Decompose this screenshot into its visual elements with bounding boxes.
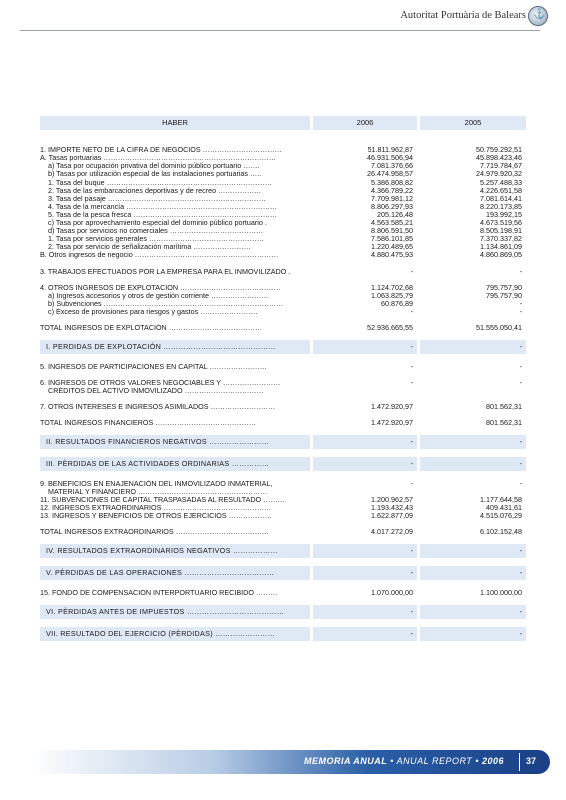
table-spacer <box>40 316 526 324</box>
table-body <box>40 130 526 641</box>
result-row <box>40 544 526 558</box>
value-2005: 7.719.784,67 <box>480 161 522 171</box>
row-label: VII. RESULTADO DEL EJERCICIO (PÈRDIDAS) …………………… <box>40 627 310 641</box>
table-row <box>40 528 526 536</box>
value-2005: 409.431,61 <box>486 502 522 512</box>
table-spacer <box>40 260 526 268</box>
row-label: 13. INGRESOS Y BENEFICIOS DE OTROS EJERCICIOS ……………… <box>40 511 272 520</box>
value-2005: 1.100.000,00 <box>480 587 522 597</box>
row-label: 5. INGRESOS DE PARTICIPACIONES EN CAPITAL …………………… <box>40 362 267 371</box>
value-2006: 1.472.920,97 <box>371 402 413 411</box>
income-table <box>40 116 526 641</box>
table-row <box>40 235 526 243</box>
row-label: 9. BENEFICIOS EN ENAJENACIÓN DEL INMOVILIZADO INMATERIAL, <box>40 479 273 488</box>
port-authority-logo-icon: ⚓ <box>528 6 548 26</box>
value-2005: 1.177.644,58 <box>480 494 522 504</box>
table-row <box>40 403 526 411</box>
table-spacer <box>40 558 526 566</box>
value-2006: 60.876,89 <box>381 298 413 308</box>
value-2006: - <box>410 478 413 488</box>
value-2006: - <box>313 435 417 449</box>
table-spacer <box>40 371 526 379</box>
value-2005: 8.505.198,91 <box>480 226 522 236</box>
table-spacer <box>40 130 526 138</box>
value-2005: - <box>519 298 522 308</box>
value-2005: 8.220.173,85 <box>480 201 522 211</box>
value-2005: 795.757,90 <box>486 290 522 300</box>
row-label: 1. Tasa del buque …………………………………………………………… <box>48 178 272 187</box>
table-row <box>40 324 526 332</box>
value-2006: 1.124.702,68 <box>371 282 413 292</box>
value-2006: 4.563.585,21 <box>371 218 413 228</box>
value-2006: - <box>313 627 417 641</box>
table-row <box>40 589 526 597</box>
table-header <box>40 116 526 130</box>
row-label: 4. Tasa de la mercancía ……………………………………………………… <box>48 202 278 211</box>
footer-title <box>304 756 504 766</box>
table-spacer <box>40 354 526 362</box>
table-row <box>40 363 526 371</box>
value-2006: 1.220.489,65 <box>371 242 413 252</box>
row-label: 3. TRABAJOS EFECTUADOS POR LA EMPRESA PARA EL INMOVILIZADO . <box>40 267 291 276</box>
table-row <box>40 292 526 300</box>
value-2005: 193.992,15 <box>486 209 522 219</box>
table-row <box>40 308 526 316</box>
table-spacer <box>40 395 526 403</box>
row-label: 2. Tasa de las embarcaciones deportivas y de recreo ……………… <box>48 186 262 195</box>
row-label: CRÉDITOS DEL ACTIVO INMOVILIZADO …………………………… <box>48 386 264 395</box>
value-2006: 26.474.958,57 <box>367 169 413 179</box>
table-row <box>40 146 526 154</box>
row-label: a) Ingresos accesorios y otros de gestión corriente …………………… <box>48 291 269 300</box>
footer-subtitle: ANUAL REPORT <box>396 756 473 766</box>
value-2006: 4.017.272,09 <box>371 527 413 537</box>
row-label: TOTAL INGRESOS EXTRAORDINARIOS ………………………………… <box>40 528 270 537</box>
value-2006: - <box>313 544 417 558</box>
row-label: 15. FONDO DE COMPENSACIÓN INTERPORTUARIO RECIBIDO ……… <box>40 588 278 597</box>
row-label: 1. IMPORTE NETO DE LA CIFRA DE NEGOCIOS …………………………… <box>40 146 282 155</box>
value-2005: 50.759.292,51 <box>476 145 522 155</box>
value-2005: 1.134.861,09 <box>480 242 522 252</box>
value-2006: 7.586.101,85 <box>371 234 413 244</box>
table-row <box>40 504 526 512</box>
table-spacer <box>40 276 526 284</box>
value-2005: 795.757,90 <box>486 282 522 292</box>
column-header-2005: 2005 <box>420 116 526 130</box>
value-2006: 5.386.808,82 <box>371 177 413 187</box>
value-2005: - <box>519 307 522 317</box>
table-row <box>40 243 526 251</box>
row-label: A. Tasas portuarias ……………………………………………………………… <box>40 154 276 163</box>
table-row <box>40 227 526 235</box>
value-2006: 1.472.920,97 <box>371 418 413 428</box>
value-2005: - <box>420 457 526 471</box>
value-2006: 7.081.376,66 <box>371 161 413 171</box>
result-row <box>40 340 526 354</box>
value-2006: 4.366.789,22 <box>371 185 413 195</box>
footer-title-bold: MEMORIA ANUAL <box>303 756 388 766</box>
row-label: b) Subvenciones ………………………………………………………………… <box>48 299 284 308</box>
table-spacer <box>40 427 526 435</box>
row-label: b) Tasas por utilización especial de las instalaciones portuarias ….. <box>48 170 262 179</box>
value-2006: 52.936.665,55 <box>367 323 413 333</box>
row-label: TOTAL INGRESOS DE EXPLOTACIÓN ………………………………… <box>40 324 263 333</box>
value-2006: - <box>313 566 417 580</box>
value-2005: 4.515.076,29 <box>480 510 522 520</box>
table-row <box>40 419 526 427</box>
value-2005: - <box>519 266 522 276</box>
row-label: 11. SUBVENCIONES DE CAPITAL TRASPASADAS AL RESULTADO ……… <box>40 495 285 504</box>
value-2006: - <box>410 361 413 371</box>
value-2005: 801.562,31 <box>486 418 522 428</box>
value-2005: 51.555.050,41 <box>476 323 522 333</box>
row-label: a) Tasa por ocupación privativa del dominio público portuario ……. <box>48 162 260 171</box>
table-row <box>40 379 526 387</box>
value-2006: 8.806.591,50 <box>371 226 413 236</box>
row-label: c) Tasa por aprovechamiento especial del dominio público portuario . <box>48 219 267 228</box>
value-2006: 1.070.000,00 <box>371 587 413 597</box>
table-row <box>40 219 526 227</box>
table-spacer <box>40 619 526 627</box>
table-row <box>40 512 526 520</box>
row-label: c) Exceso de provisiones para riesgos y gastos …………………… <box>48 308 258 317</box>
table-row <box>40 170 526 178</box>
value-2005: 6.102.152,48 <box>480 527 522 537</box>
value-2005: 4.226.651,58 <box>480 185 522 195</box>
table-spacer <box>40 138 526 146</box>
value-2006: - <box>410 307 413 317</box>
table-spacer <box>40 580 526 588</box>
table-row <box>40 284 526 292</box>
value-2006: - <box>410 377 413 387</box>
table-row <box>40 154 526 162</box>
table-row <box>40 211 526 219</box>
value-2005: 4.673.519,56 <box>480 218 522 228</box>
result-row <box>40 627 526 641</box>
row-label: IV. RESULTADOS EXTRAORDINARIOS NEGATIVOS ……………… <box>40 544 310 558</box>
value-2005: - <box>519 361 522 371</box>
value-2005: - <box>420 544 526 558</box>
table-spacer <box>40 449 526 457</box>
table-row <box>40 195 526 203</box>
table-row <box>40 179 526 187</box>
value-2006: 1.622.877,09 <box>371 510 413 520</box>
value-2006: 4.880.475,93 <box>371 250 413 260</box>
result-row <box>40 605 526 619</box>
value-2005: - <box>519 377 522 387</box>
result-row <box>40 566 526 580</box>
value-2006: 46.931.506,94 <box>367 153 413 163</box>
row-label: 7. OTROS INTERESES E INGRESOS ASIMILADOS ……………………… <box>40 403 276 411</box>
table-row <box>40 162 526 170</box>
footer-year: 2006 <box>481 756 504 766</box>
value-2006: - <box>410 266 413 276</box>
value-2006: 1.200.962,57 <box>371 494 413 504</box>
value-2005: 24.979.920,32 <box>476 169 522 179</box>
value-2005: 45.898.423,46 <box>476 153 522 163</box>
row-label: III. PÈRDIDAS DE LAS ACTIVIDADES ORDINARIAS …………… <box>40 457 310 471</box>
table-row <box>40 488 526 496</box>
value-2005: - <box>420 627 526 641</box>
value-2006: - <box>313 457 417 471</box>
row-label: V. PÈRDIDAS DE LAS OPERACIONES ……………………………… <box>40 566 310 580</box>
row-label: 1. Tasa por servicios generales ………………………………………… <box>48 235 264 244</box>
value-2005: 5.257.488,33 <box>480 177 522 187</box>
value-2005: 4.860.869,05 <box>480 250 522 260</box>
table-spacer <box>40 332 526 340</box>
row-label: B. Otros ingresos de negocio …………………………………………………… <box>40 251 279 260</box>
value-2005: - <box>420 435 526 449</box>
footer-sep-1: • <box>387 756 397 766</box>
value-2005: - <box>420 605 526 619</box>
organization-name: Autoritat Portuària de Balears <box>400 10 526 21</box>
value-2006: 7.709.981,12 <box>371 193 413 203</box>
row-label: VI. PÈRDIDAS ANTES DE IMPUESTOS ………………………………… <box>40 605 310 619</box>
value-2006: 1.193.432,43 <box>371 502 413 512</box>
row-label: II. RESULTADOS FINANCIEROS NEGATIVOS …………………… <box>40 435 310 449</box>
page-number: 37 <box>525 756 536 766</box>
value-2006: 205.126,48 <box>377 209 413 219</box>
row-label: 12. INGRESOS EXTRAORDINARIOS ……………………………………… <box>40 503 272 512</box>
row-label: 6. INGRESOS DE OTROS VALORES NEGOCIABLES Y …………………… <box>40 378 281 387</box>
column-header-2006: 2006 <box>313 116 417 130</box>
page-number-divider <box>519 753 520 771</box>
table-row <box>40 480 526 488</box>
table-row <box>40 251 526 259</box>
value-2005: 7.081.614,41 <box>480 193 522 203</box>
footer-sep-2: • <box>472 756 482 766</box>
table-spacer <box>40 536 526 544</box>
value-2006: - <box>313 605 417 619</box>
value-2006: - <box>313 340 417 354</box>
table-row <box>40 268 526 276</box>
table-row <box>40 300 526 308</box>
table-spacer <box>40 471 526 479</box>
row-label: TOTAL INGRESOS FINANCIEROS …………………………………… <box>40 419 256 428</box>
value-2006: 8.806.297,93 <box>371 201 413 211</box>
value-2005: - <box>420 340 526 354</box>
table-row <box>40 496 526 504</box>
result-row <box>40 435 526 449</box>
column-header-haber: HABER <box>40 116 310 130</box>
table-spacer <box>40 597 526 605</box>
table-row <box>40 187 526 195</box>
value-2005: - <box>420 566 526 580</box>
table-spacer <box>40 520 526 528</box>
row-label: d) Tasas por servicios no comerciales ………………………………… <box>48 227 264 236</box>
row-label: 2. Tasa por servicio de señalización marítima …………………… <box>48 243 251 252</box>
table-spacer <box>40 411 526 419</box>
row-label: 4. OTROS INGRESOS DE EXPLOTACION …………………………………… <box>40 283 281 292</box>
row-label: I. PERDIDAS DE EXPLOTACIÓN ……………………………………… <box>40 340 310 354</box>
table-row <box>40 387 526 395</box>
row-label: 5. Tasa de la pesca fresca …………………………………………………… <box>48 210 278 219</box>
value-2005: - <box>519 478 522 488</box>
value-2005: 801.562,31 <box>486 402 522 411</box>
row-label: MATERIAL Y FINANCIERO ……………………………………………… <box>48 487 268 496</box>
row-label: 3. Tasa del pasaje ………………………………………………………… <box>48 194 266 203</box>
header-divider <box>20 30 540 31</box>
value-2006: 51.811.962,87 <box>367 145 413 155</box>
result-row <box>40 457 526 471</box>
table-row <box>40 203 526 211</box>
value-2006: 1.063.825,79 <box>371 290 413 300</box>
value-2005: 7.370.337,82 <box>480 234 522 244</box>
